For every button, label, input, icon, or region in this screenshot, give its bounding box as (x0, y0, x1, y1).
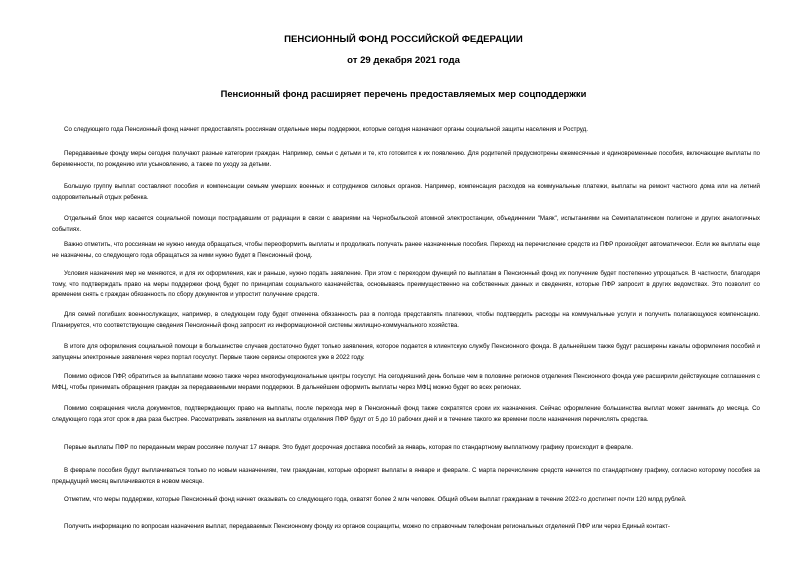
paragraph: Большую группу выплат составляют пособия и компенсации семьям умерших военных и сотрудников силовых органов. Например, компенсация расходов на коммунальные платежи, выплаты на ремонт частного дома или на летний оздоровительный отдых ребенка. (52, 183, 760, 201)
paragraph: Отдельный блок мер касается социальной помощи пострадавшим от радиации в связи с авариями на Чернобыльской атомной электростанции, объединении "Маяк", испытаниями на Семипалатинском полигоне и других аналогичных событиях. (52, 215, 760, 233)
paragraph: Для семей погибших военнослужащих, например, в следующем году будет отменена обязанность раз в полгода представлять платежки, чтобы подтвердить расходы на коммунальные услуги и получить полагающуюся компенсацию. Планируется, что соответствующие сведения Пенсионный фонд запросит из информационной системы жилищно-коммунального хозяйства. (52, 311, 760, 329)
paragraph: Отметим, что меры поддержки, которые Пенсионный фонд начнет оказывать со следующего года, охватят более 2 млн человек. Общий объем выплат гражданам в течение 2022-го достигнет почти 120 млрд рублей. (64, 496, 687, 503)
document-headline: Пенсионный фонд расширяет перечень предоставляемых мер соцподдержки (220, 88, 587, 99)
paragraph: В итоге для оформления социальной помощи в большинстве случаев достаточно будет только заявления, которое подается в клиентскую службу Пенсионного фонда. В дальнейшем также будут расширены каналы оформления пособий и запущены электронные заявления через портал госуслуг. Первые такие сервисы откроются уже в 2022 году. (52, 343, 760, 361)
paragraph: Важно отметить, что россиянам не нужно никуда обращаться, чтобы переоформить выплаты и продолжать получать ранее назначенные пособия. Переход на перечисление средств из ПФР произойдет автоматически. Если же выплаты еще не назначены, со следующего года обращаться за ними нужно будет в Пенсионный фонд. (52, 241, 760, 259)
paragraph: Получить информацию по вопросам назначения выплат, передаваемых Пенсионному фонду из органов соцзащиты, можно по справочным телефонам региональных отделений ПФР или через Единый контакт- (64, 523, 670, 530)
paragraph: Условия назначения мер не меняются, и для их оформления, как и раньше, нужно подать заявление. При этом с переходом функций по выплатам в Пенсионный фонд их получение будет постепенно упрощаться. В частности, благодаря тому, что подтверждать право на меры поддержки фонд будет по принципам социального казначейства, основываясь преимущественно на собственных данных и сведениях, которые ПФР запросит в других ведомствах. Это позволит со временем снять с граждан обязанность по сбору документов и упростит получение средств. (52, 270, 760, 299)
paragraph: Первые выплаты ПФР по переданным мерам россияне получат 17 января. Это будет досрочная доставка пособий за январь, которая по стандартному выплатному графику происходит в феврале. (64, 444, 634, 451)
paragraph: В феврале пособия будут выплачиваться только по новым назначениям, тем гражданам, которые оформят выплаты в январе и феврале. С марта перечисление средств начнется по стандартному графику, согласно которому пособия за предыдущий месяц выплачиваются в новом месяце. (52, 467, 760, 485)
paragraph: Со следующего года Пенсионный фонд начнет предоставлять россиянам отдельные меры поддержки, которые сегодня назначают органы социальной защиты населения и Роструд. (64, 126, 588, 133)
document-date: от 29 декабря 2021 года (347, 55, 460, 66)
paragraph: Помимо сокращения числа документов, подтверждающих право на выплаты, после перехода мер в Пенсионный фонд также сократятся сроки их назначения. Сейчас оформление большинства выплат может занимать до месяца. Со следующего года этот срок в два раза быстрее. Рассматривать заявления на выплаты отделения ПФР будут от 5 до 10 рабочих дней и в течение такого же времени после назначения перечислять средства. (52, 405, 760, 423)
paragraph: Помимо офисов ПФР, обратиться за выплатами можно также через многофункциональные центры госуслуг. На сегодняшний день больше чем в половине регионов отделения Пенсионного фонда уже расширили действующие соглашения с МФЦ, чтобы принимать обращения граждан за передаваемыми мерами поддержки. В дальнейшем оформить выплаты через МФЦ можно будет во всех регионах. (52, 373, 760, 391)
document-title: ПЕНСИОННЫЙ ФОНД РОССИЙСКОЙ ФЕДЕРАЦИИ (284, 34, 523, 45)
paragraph: Передаваемые фонду меры сегодня получают разные категории граждан. Например, семьи с детьми и те, кто готовится к их появлению. Для родителей предусмотрены ежемесячные и единовременные пособия, включающие выплаты по беременности, по рождению или усыновлению, а также по уходу за детьми. (52, 150, 760, 168)
